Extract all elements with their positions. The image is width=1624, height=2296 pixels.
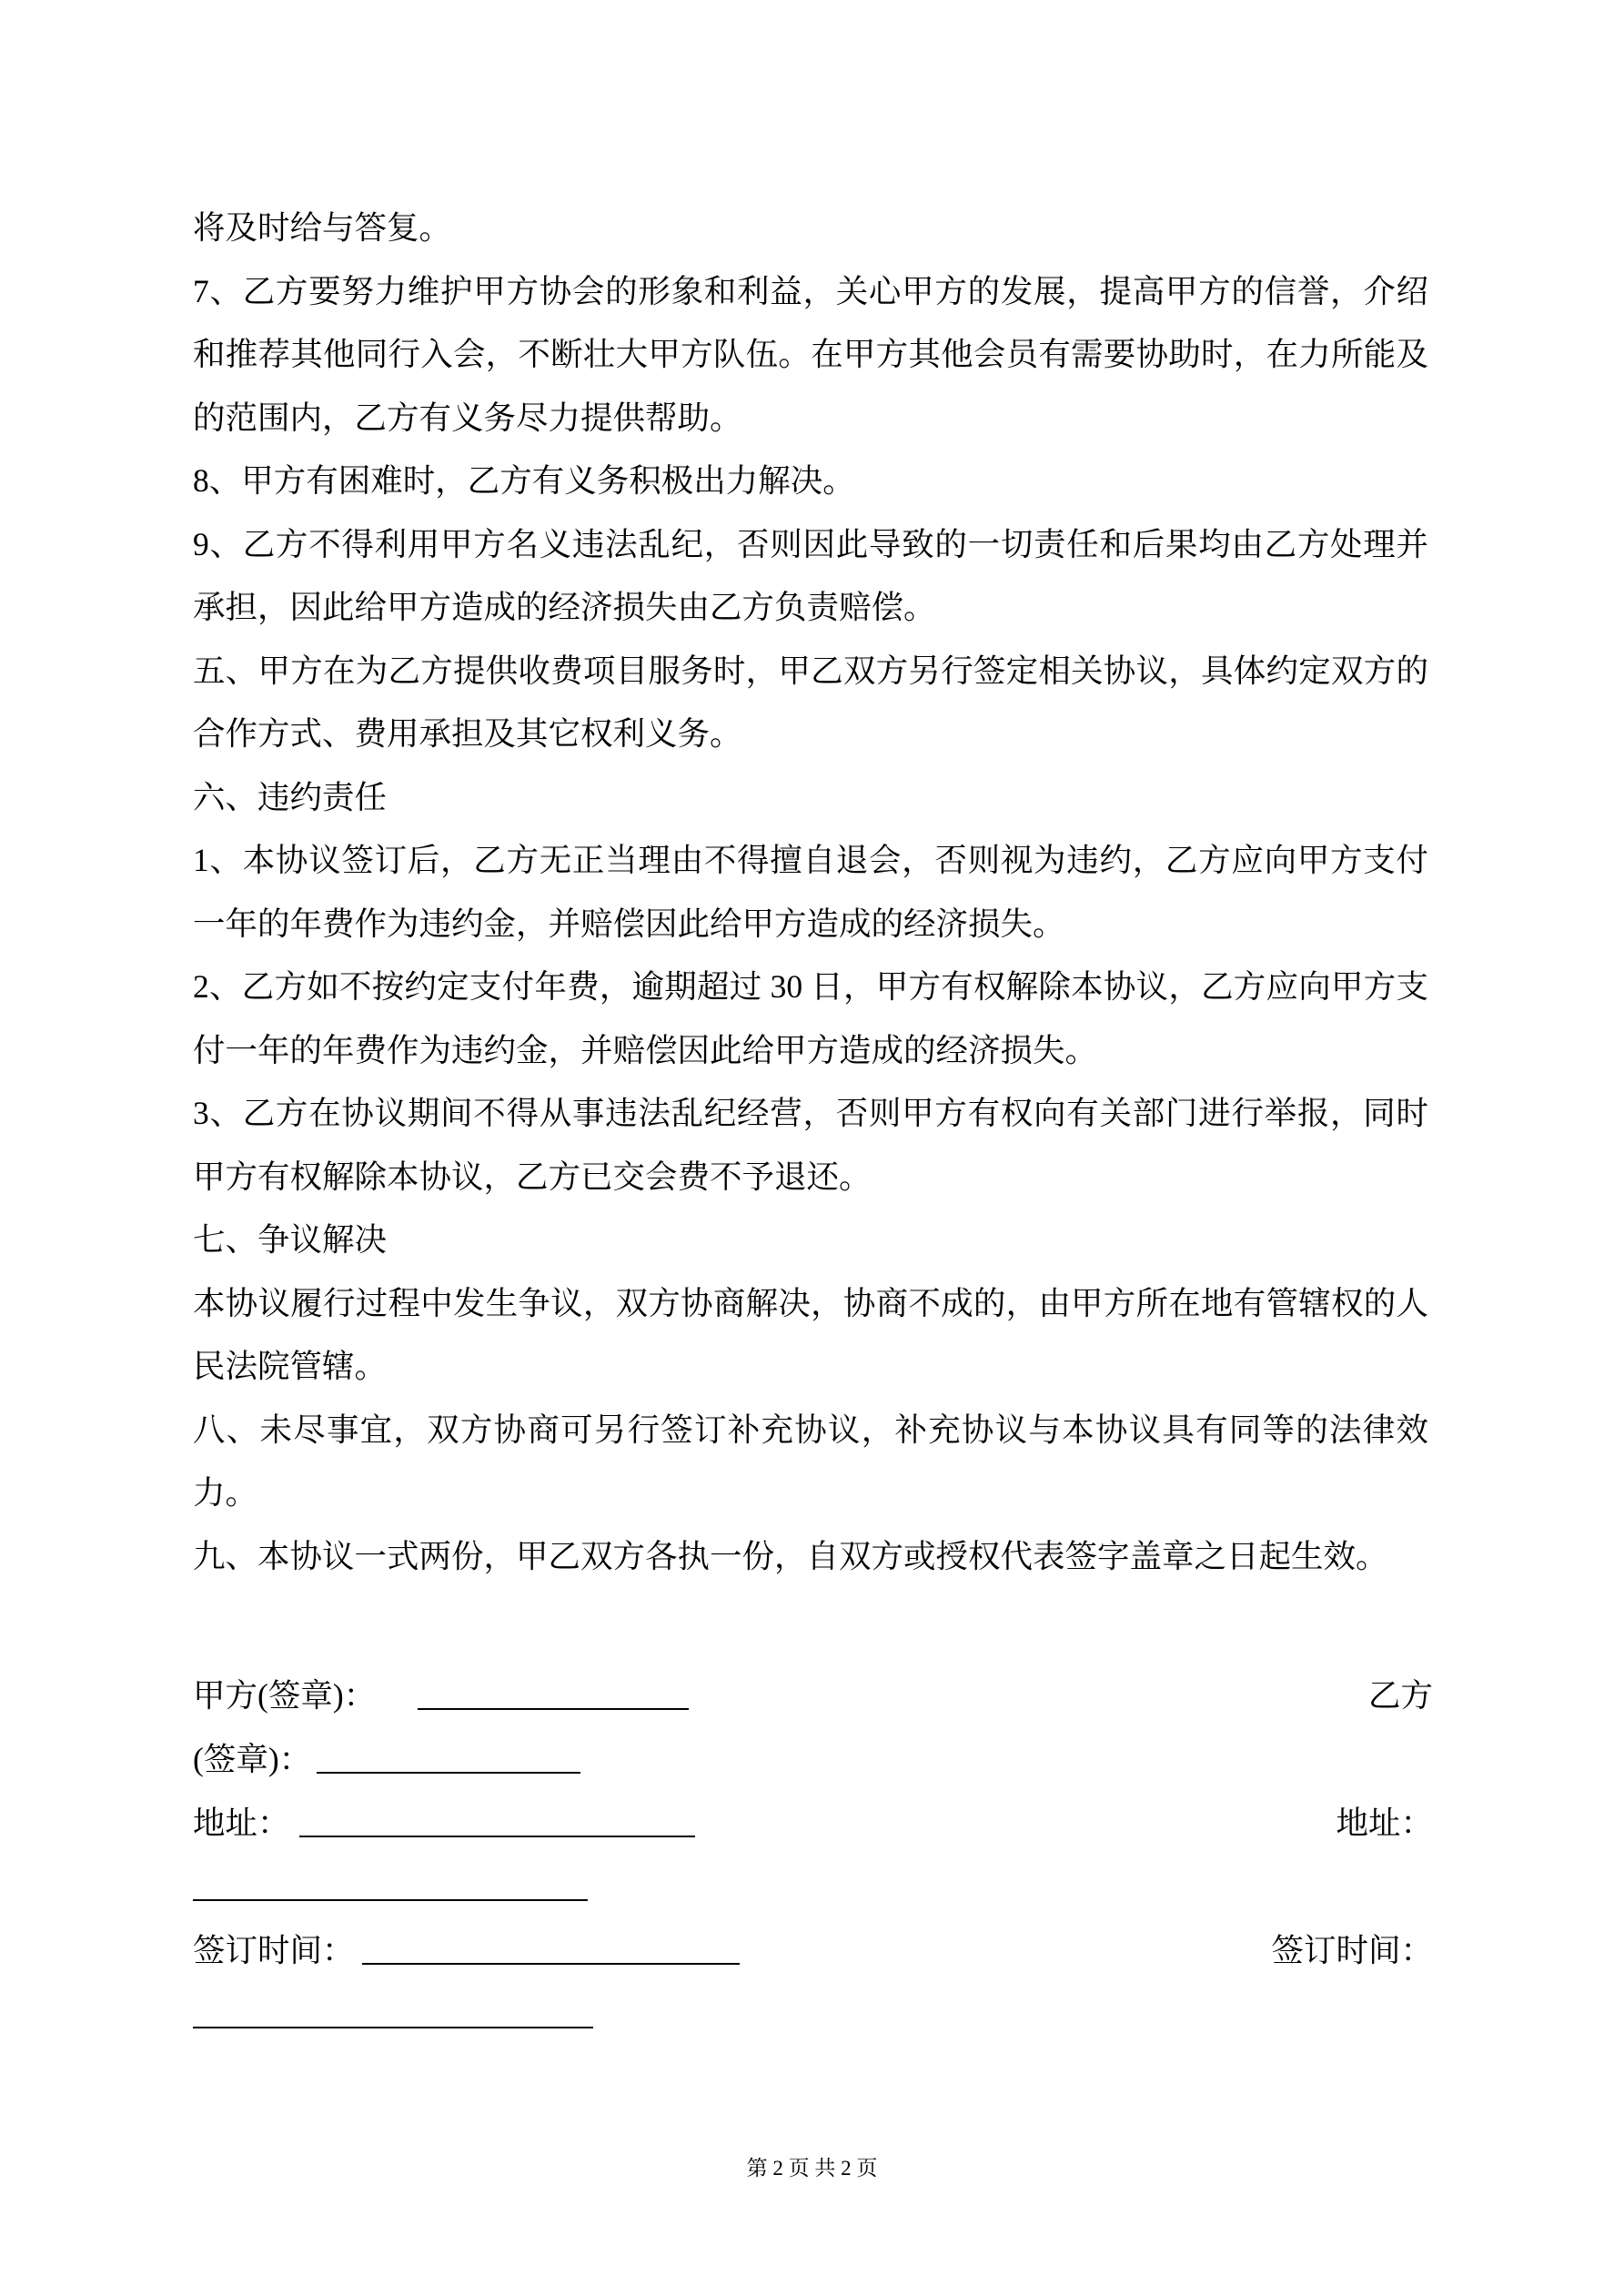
party-a-seal-blank-line [418,1706,689,1710]
contract-paragraph: 8、甲方有困难时，乙方有义务积极出力解决。 [193,462,855,499]
contract-body [193,197,1428,1588]
party-b-address-label: 地址： [1336,1805,1433,1841]
contract-paragraph: 将及时给与答复。 [193,209,452,246]
contract-paragraph: 八、未尽事宜，双方协商可另行签订补充协议，补充协议与本协议具有同等的法律效力。 [193,1411,1428,1511]
sign-date-wrap-row [193,1982,1433,2046]
contract-paragraph: 九、本协议一式两份，甲乙双方各执一份，自双方或授权代表签字盖章之日起生效。 [193,1537,1388,1574]
contract-paragraph: 9、乙方不得利用甲方名义违法乱纪，否则因此导致的一切责任和后果均由乙方处理并承担，因此给甲方造成的经济损失由乙方负责赔偿。 [193,525,1428,625]
contract-paragraph: 1、本协议签订后，乙方无正当理由不得擅自退会，否则视为违约，乙方应向甲方支付一年的年费作为违约金，并赔偿因此给甲方造成的经济损失。 [193,842,1428,942]
party-a-sign-date-label: 签订时间： [193,1932,355,1968]
contract-paragraph: 本协议履行过程中发生争议，双方协商解决，协商不成的，由甲方所在地有管辖权的人民法院管辖。 [193,1284,1428,1384]
party-a-address-blank-line [299,1834,695,1837]
party-b-address-blank-line [193,1897,588,1901]
contract-paragraph: 2、乙方如不按约定支付年费，逾期超过 30 日，甲方有权解除本协议，乙方应向甲方支付一年的年费作为违约金，并赔偿因此给甲方造成的经济损失。 [193,968,1428,1068]
party-a-seal-label: 甲方(签章)： [193,1677,377,1714]
party-a-sign-date-blank-line [362,1961,740,1965]
page-number: 第 2 页 共 2 页 [746,2157,878,2180]
party-b-seal-row [193,1727,1433,1791]
party-a-address-label: 地址： [193,1805,290,1841]
party-b-label: 乙方 [1367,1677,1433,1714]
contract-section-heading: 六、违约责任 [193,778,388,815]
signature-block [193,1664,1433,2046]
party-a-seal-row [193,1664,1433,1727]
sign-date-row [193,1918,1433,1982]
party-b-seal-blank-line [317,1770,580,1774]
contract-section-heading: 七、争议解决 [193,1221,388,1258]
contract-paragraph: 7、乙方要努力维护甲方协会的形象和利益，关心甲方的发展，提高甲方的信誉，介绍和推荐其他同行入会，不断壮大甲方队伍。在甲方其他会员有需要协助时，在力所能及的范围内，乙方有义务尽力提供帮助。 [193,272,1428,436]
address-wrap-row [193,1855,1433,1918]
party-b-sign-date-blank-line [193,2025,593,2028]
party-b-sign-date-label: 签订时间： [1271,1932,1433,1968]
address-row [193,1791,1433,1855]
contract-paragraph: 五、甲方在为乙方提供收费项目服务时，甲乙双方另行签定相关协议，具体约定双方的合作方式、费用承担及其它权利义务。 [193,652,1428,752]
party-b-seal-label: (签章)： [193,1741,312,1777]
contract-paragraph: 3、乙方在协议期间不得从事违法乱纪经营，否则甲方有权向有关部门进行举报，同时甲方有权解除本协议，乙方已交会费不予退还。 [193,1095,1428,1195]
